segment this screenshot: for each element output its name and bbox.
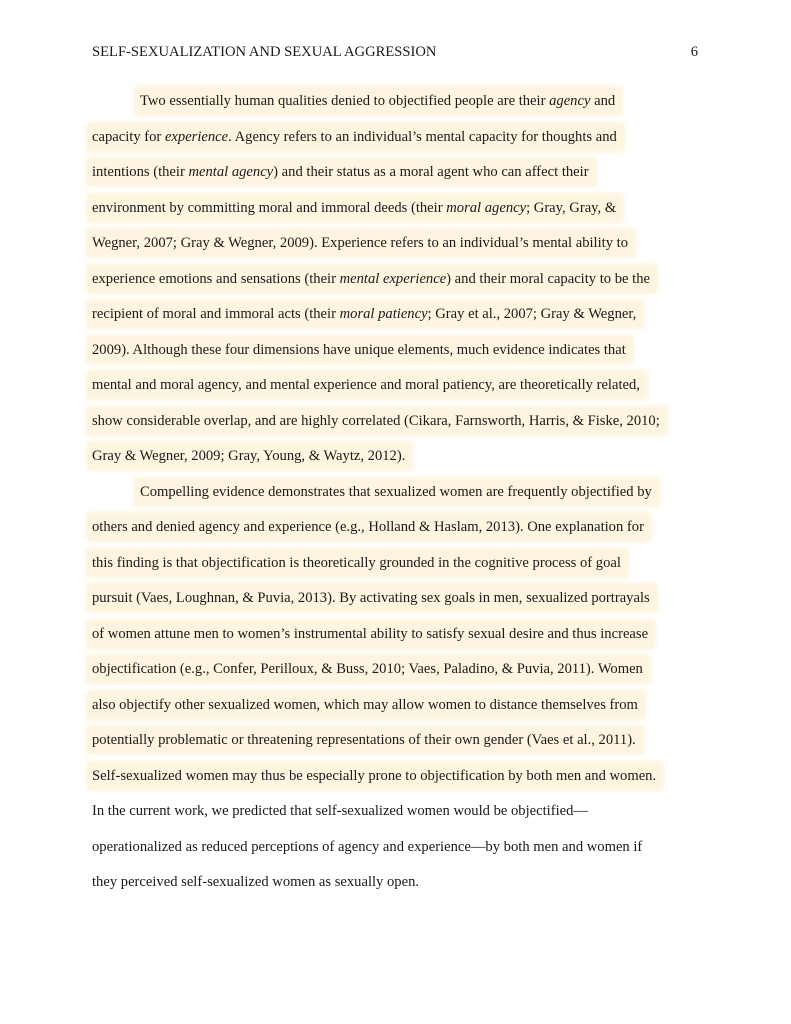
highlighted-text <box>88 230 634 256</box>
highlighted-text <box>88 443 411 469</box>
text-line <box>92 798 712 834</box>
text-line <box>92 159 712 195</box>
text-line <box>92 479 712 515</box>
italic-term: moral patiency <box>339 306 428 322</box>
highlighted-text <box>88 514 650 540</box>
text-line <box>92 834 712 870</box>
italic-term: mental agency <box>188 164 274 180</box>
text-segment: capacity for <box>92 128 165 145</box>
text-line <box>92 656 712 692</box>
line-text <box>88 834 648 860</box>
italic-term: experience <box>164 128 229 145</box>
text-line <box>92 514 712 550</box>
text-segment: this finding is that objectification is theoretically grounded in the cognitive process of goal <box>92 554 621 571</box>
text-segment: also objectify other sexualized women, which may allow women to distance themselves from <box>92 696 638 713</box>
text-line <box>92 585 712 621</box>
text-line <box>92 230 712 266</box>
text-segment: Self-sexualized women may thus be especially prone to objectification by both men and women. <box>92 767 657 784</box>
text-segment: of women attune men to women’s instrumental ability to satisfy sexual desire and thus increase <box>92 625 649 642</box>
highlighted-text <box>136 88 621 114</box>
highlighted-text <box>88 337 632 363</box>
text-line <box>92 124 712 160</box>
text-segment: Wegner, 2007; Gray & Wegner, 2009). Experience refers to an individual’s mental ability to <box>92 235 629 251</box>
text-segment: intentions (their <box>92 164 189 180</box>
text-line <box>92 763 712 799</box>
text-line <box>92 727 712 763</box>
page-header <box>92 44 698 61</box>
page-number: 6 <box>690 44 698 60</box>
text-line <box>92 372 712 408</box>
text-segment: In the current work, we predicted that self-sexualized women would be objectified— <box>92 803 589 819</box>
text-segment: ) and their moral capacity to be the <box>446 270 650 287</box>
text-segment: potentially problematic or threatening representations of their own gender (Vaes et al., 2011). <box>92 732 636 748</box>
highlighted-text <box>88 301 642 327</box>
highlighted-text <box>88 692 644 718</box>
highlighted-text <box>88 408 666 434</box>
document-body <box>92 88 712 905</box>
highlighted-text <box>136 479 658 505</box>
italic-term: agency <box>549 93 591 109</box>
text-segment: environment by committing moral and immoral deeds (their <box>92 199 447 216</box>
highlighted-text <box>88 550 627 576</box>
italic-term: mental experience <box>339 270 447 287</box>
italic-term: moral agency <box>446 199 527 216</box>
text-segment: objectification (e.g., Confer, Perilloux, & Buss, 2010; Vaes, Paladino, & Puvia, 2011). Women <box>92 661 643 677</box>
text-segment: Two essentially human qualities denied to objectified people are their <box>140 93 550 109</box>
highlighted-text <box>88 621 654 647</box>
text-segment: ) and their status as a moral agent who can affect their <box>273 164 589 180</box>
text-line <box>92 550 712 586</box>
text-line <box>92 337 712 373</box>
text-line <box>92 869 712 905</box>
text-line <box>92 301 712 337</box>
highlighted-text <box>88 195 622 221</box>
running-head: SELF-SEXUALIZATION AND SEXUAL AGGRESSION <box>92 44 437 60</box>
text-segment: Gray & Wegner, 2009; Gray, Young, & Waytz, 2012). <box>92 448 406 464</box>
highlighted-text <box>88 727 642 753</box>
text-segment: 2009). Although these four dimensions have unique elements, much evidence indicates that <box>92 341 626 358</box>
highlighted-text <box>88 585 656 611</box>
text-segment: Compelling evidence demonstrates that sexualized women are frequently objectified by <box>140 483 652 500</box>
text-segment: mental and moral agency, and mental experience and moral patiency, are theoretically related, <box>92 377 640 393</box>
highlighted-text <box>88 656 649 682</box>
text-segment: recipient of moral and immoral acts (their <box>92 306 340 322</box>
text-segment: pursuit (Vaes, Loughnan, & Puvia, 2013). By activating sex goals in men, sexualized portrayals <box>92 590 650 606</box>
highlighted-text <box>88 372 646 398</box>
text-line <box>92 621 712 657</box>
highlighted-text <box>88 763 662 789</box>
text-segment: . Agency refers to an individual’s mental capacity for thoughts and <box>228 128 617 145</box>
highlighted-text <box>88 159 595 185</box>
text-segment: they perceived self-sexualized women as sexually open. <box>92 874 420 890</box>
line-text <box>88 869 425 895</box>
highlighted-text <box>88 124 623 150</box>
text-segment: experience emotions and sensations (their <box>92 270 340 287</box>
text-line <box>92 88 712 124</box>
text-segment: others and denied agency and experience (e.g., Holland & Haslam, 2013). One explanation for <box>92 519 644 535</box>
text-segment: and <box>590 93 616 109</box>
text-segment: ; Gray et al., 2007; Gray & Wegner, <box>427 306 637 322</box>
text-line <box>92 443 712 479</box>
text-segment: ; Gray, Gray, & <box>526 199 617 216</box>
text-segment: show considerable overlap, and are highly correlated (Cikara, Farnsworth, Harris, & Fiske, 2010; <box>92 412 660 429</box>
text-segment: operationalized as reduced perceptions of agency and experience—by both men and women if <box>92 838 643 855</box>
text-line <box>92 692 712 728</box>
text-line <box>92 195 712 231</box>
text-line <box>92 408 712 444</box>
text-line <box>92 266 712 302</box>
highlighted-text <box>88 266 656 292</box>
line-text <box>88 798 594 824</box>
